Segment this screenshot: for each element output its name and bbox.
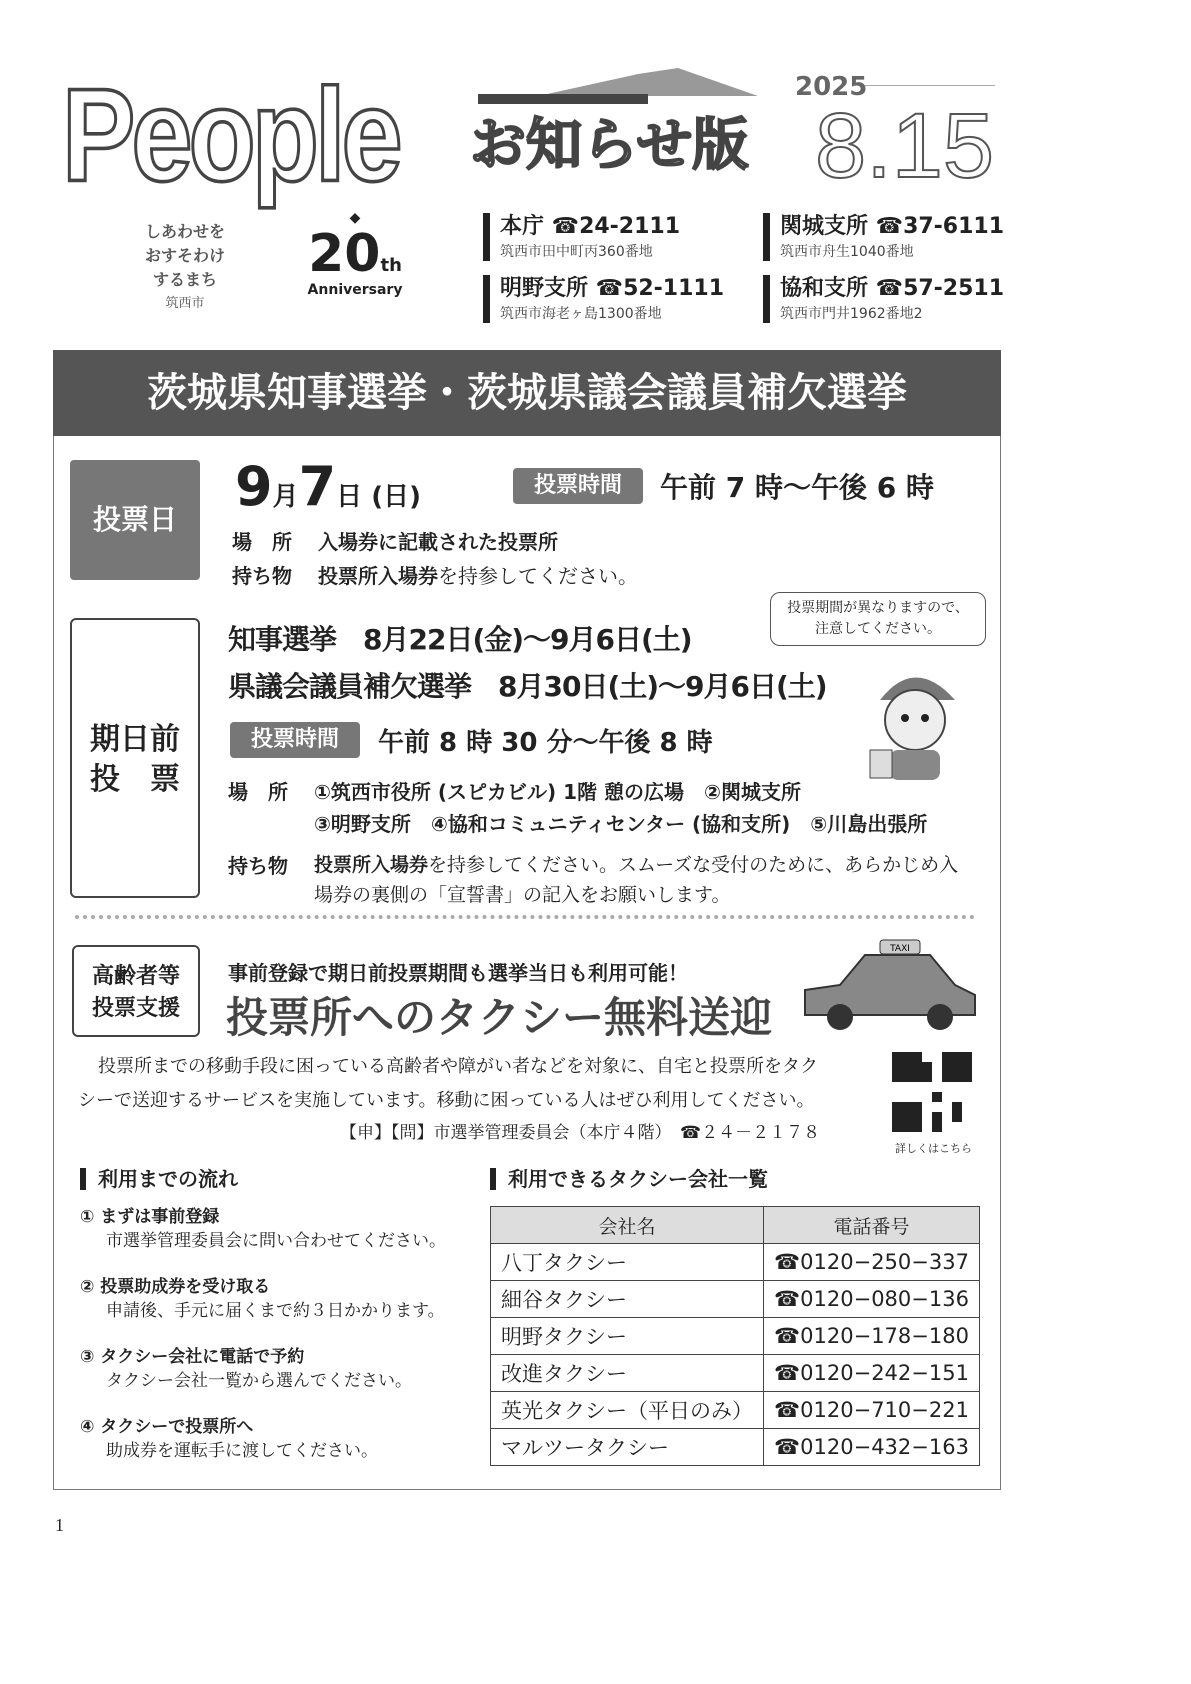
early-voting-label xyxy=(70,618,200,898)
anniversary-suffix: th xyxy=(380,255,402,276)
taxi-car-illustration xyxy=(800,935,980,1035)
city-name: 筑西市 xyxy=(165,296,205,311)
office-kyowa xyxy=(763,275,1023,323)
bring-note: を持参してください。 xyxy=(438,564,638,588)
taxi-body-2: シーで送迎するサービスを実施しています。移動に困っている人はぜひ利用してください。 xyxy=(78,1090,815,1111)
bubble-line: 注意してください。 xyxy=(815,621,941,637)
early-places-1: ①筑西市役所 (スピカビル) 1階 憩の広場 ②関城支所 xyxy=(314,780,801,804)
flow-title: 利用までの流れ xyxy=(80,1168,238,1190)
governor-period: 知事選挙 8月22日(金)～9月6日(土) xyxy=(228,623,692,656)
step-desc: 助成券を運転手に渡してください。 xyxy=(106,1441,378,1461)
table-row xyxy=(491,1355,980,1392)
anniversary-number: 20 xyxy=(308,224,381,284)
column-header: 電話番号 xyxy=(764,1207,980,1244)
diamond-icon: ◆ xyxy=(349,210,361,226)
company-phone: ☎0120−250−337 xyxy=(764,1244,980,1281)
step-title: ② 投票助成券を受け取る xyxy=(80,1277,271,1297)
taxi-sign-text: TAXI xyxy=(890,944,910,954)
city-slogan-1: しあわせを xyxy=(144,222,225,241)
taxi-contact: 【申】【問】市選挙管理委員会（本庁４階） ☎２４－２１７８ xyxy=(340,1123,821,1143)
company-name: 改進タクシー xyxy=(491,1355,764,1392)
flow-step xyxy=(80,1205,446,1253)
office-name: 関城支所 ☎37-6111 xyxy=(780,214,1005,239)
taxi-company-table xyxy=(490,1206,980,1466)
weekday: (日) xyxy=(371,482,422,512)
step-title: ① まずは事前登録 xyxy=(80,1207,220,1227)
early-bring-value xyxy=(314,850,958,877)
table-row xyxy=(491,1244,980,1281)
assembly-period: 県議会議員補欠選挙 8月30日(土)～9月6日(土) xyxy=(228,670,827,703)
early-bring-label: 持ち物 xyxy=(228,854,288,878)
bring-value xyxy=(318,560,638,589)
city-logo xyxy=(115,220,255,311)
early-place-label: 場 所 xyxy=(228,780,288,804)
voting-hours: 午前 7 時～午後 6 時 xyxy=(660,471,934,504)
taxi-title: 投票所へのタクシー無料送迎 xyxy=(226,993,773,1042)
qr-code[interactable] xyxy=(892,1052,972,1132)
office-main xyxy=(483,213,743,261)
company-name: 八丁タクシー xyxy=(491,1244,764,1281)
page-number: 1 xyxy=(55,1515,64,1535)
divider xyxy=(865,85,995,86)
company-name: マルツータクシー xyxy=(491,1429,764,1466)
taxi-lead: 事前登録で期日前投票期間も選挙当日も利用可能！ xyxy=(228,961,688,985)
anniversary-label: Anniversary xyxy=(307,282,403,298)
step-desc: 市選挙管理委員会に問い合わせてください。 xyxy=(106,1231,446,1251)
qr-caption: 詳しくはこちら xyxy=(895,1142,972,1155)
company-phone: ☎0120−080−136 xyxy=(764,1281,980,1318)
election-date xyxy=(235,455,421,518)
table-row xyxy=(491,1318,980,1355)
dotted-divider xyxy=(75,915,975,919)
table-row xyxy=(491,1392,980,1429)
office-address: 筑西市舟生1040番地 xyxy=(780,244,914,260)
bring-note: を持参してください。スムーズな受付のために、あらかじめ入 xyxy=(428,854,959,876)
label-line: 高齢者等 xyxy=(91,964,180,989)
label-line: 期日前 xyxy=(90,722,180,757)
office-name: 明野支所 ☎52-1111 xyxy=(500,276,725,301)
office-sekijo xyxy=(763,213,1023,261)
election-day-label: 投票日 xyxy=(70,460,200,580)
company-name: 明野タクシー xyxy=(491,1318,764,1355)
office-address: 筑西市海老ヶ島1300番地 xyxy=(500,306,662,322)
bring-item: 投票所入場券 xyxy=(318,564,438,588)
election-banner: 茨城県知事選挙・茨城県議会議員補欠選挙 xyxy=(53,350,1001,436)
label-line: 投 票 xyxy=(90,762,180,797)
office-address: 筑西市門井1962番地2 xyxy=(780,306,923,322)
city-slogan-3: するまち xyxy=(152,270,217,289)
step-title: ③ タクシー会社に電話で予約 xyxy=(80,1347,305,1367)
step-title: ④ タクシーで投票所へ xyxy=(80,1417,254,1437)
place-label: 場 所 xyxy=(232,530,292,554)
table-row xyxy=(491,1429,980,1466)
company-phone: ☎0120−432−163 xyxy=(764,1429,980,1466)
bubble-line: 投票期間が異なりますので、 xyxy=(787,600,969,616)
day-unit: 日 xyxy=(336,482,363,512)
table-header-row xyxy=(491,1207,980,1244)
office-akeno xyxy=(483,275,743,323)
anniversary-badge xyxy=(300,210,410,330)
mascot-illustration xyxy=(860,660,970,785)
company-phone: ☎0120−710−221 xyxy=(764,1392,980,1429)
company-name: 英光タクシー（平日のみ） xyxy=(491,1392,764,1429)
early-hours-label: 投票時間 xyxy=(230,722,360,758)
issue-date: 8.15 xyxy=(815,95,995,197)
office-address: 筑西市田中町丙360番地 xyxy=(500,244,653,260)
early-hours: 午前 8 時 30 分～午後 8 時 xyxy=(378,728,713,758)
office-name: 本庁 ☎24-2111 xyxy=(500,214,681,239)
train-mountain-illustration xyxy=(478,66,758,108)
office-name: 協和支所 ☎57-2511 xyxy=(780,276,1005,301)
month: 9 xyxy=(235,455,273,518)
people-logo: People xyxy=(62,61,399,210)
bring-item: 投票所入場券 xyxy=(314,854,429,876)
company-phone: ☎0120−178−180 xyxy=(764,1318,980,1355)
flow-step xyxy=(80,1275,445,1323)
taxi-body-1: 投票所までの移動手段に困っている高齢者や障がい者などを対象に、自宅と投票所をタク xyxy=(98,1056,818,1077)
early-bring-note-2: 場券の裏側の「宣誓書」の記入をお願いします。 xyxy=(314,884,731,906)
bring-label: 持ち物 xyxy=(232,564,292,588)
early-places-2: ③明野支所 ④協和コミュニティセンター (協和支所) ⑤川島出張所 xyxy=(314,812,928,836)
company-name: 細谷タクシー xyxy=(491,1281,764,1318)
column-header: 会社名 xyxy=(491,1207,764,1244)
table-row xyxy=(491,1281,980,1318)
taxi-support-label xyxy=(72,945,200,1037)
issue-year: 2025 xyxy=(795,72,868,102)
step-desc: 申請後、手元に届くまで約３日かかります。 xyxy=(106,1301,445,1321)
edition-subtitle: お知らせ版 xyxy=(470,113,749,178)
day: 7 xyxy=(298,455,337,518)
flow-step xyxy=(80,1345,412,1393)
companies-title: 利用できるタクシー会社一覧 xyxy=(490,1168,768,1190)
notice-bubble xyxy=(770,592,986,646)
city-slogan-2: おすそわけ xyxy=(144,246,225,265)
company-phone: ☎0120−242−151 xyxy=(764,1355,980,1392)
voting-hours-label: 投票時間 xyxy=(513,468,643,504)
place-value: 入場券に記載された投票所 xyxy=(318,530,558,554)
flow-step xyxy=(80,1415,378,1463)
month-unit: 月 xyxy=(272,482,299,512)
label-line: 投票支援 xyxy=(91,996,180,1021)
step-desc: タクシー会社一覧から選んでください。 xyxy=(106,1371,412,1391)
